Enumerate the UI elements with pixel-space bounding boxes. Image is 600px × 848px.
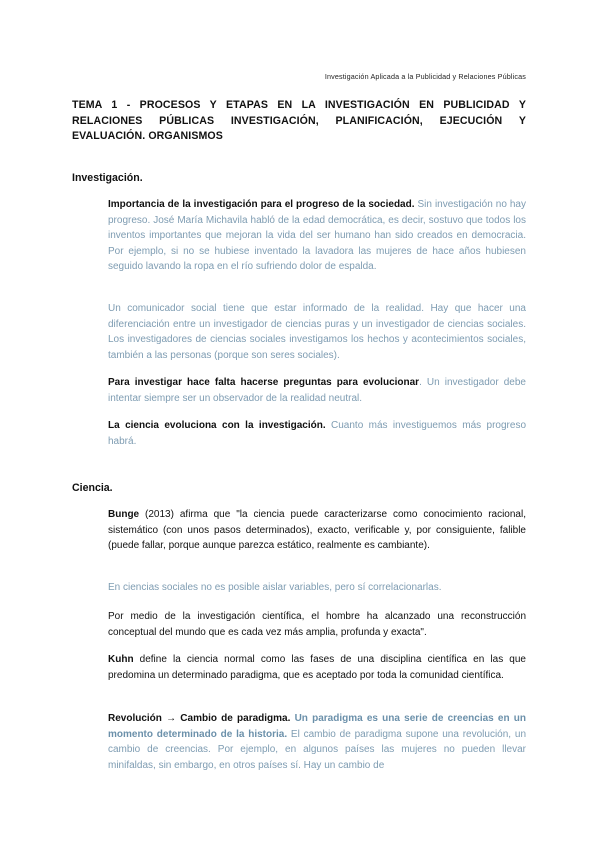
paragraph — [108, 652, 526, 683]
paragraph — [108, 580, 526, 596]
paragraph — [108, 301, 526, 363]
paragraph-text: El cambio de paradigma supone una revolución, un cambio de creencias. Por ejemplo, en algunos países las mujeres no pueden llevar minifaldas, sin embargo, en otros países sí. Hay un cambio de — [108, 728, 527, 771]
paragraph-bold-lead: Para investigar hace falta hacerse preguntas para evolucionar — [108, 377, 420, 388]
paragraph — [108, 375, 526, 406]
paragraph-bold-lead: Kuhn — [108, 654, 134, 665]
paragraph-bold-lead: Revolución → Cambio de paradigma — [108, 713, 288, 724]
paragraph-text: define la ciencia normal como las fases de una disciplina científica en las que predomina un determinado paradigma, que es aceptado por toda la comunidad científica. — [108, 654, 526, 681]
paragraph — [108, 197, 526, 275]
paragraph-bold-lead: Bunge — [108, 509, 140, 520]
paragraph-text: Por medio de la investigación científica, el hombre ha alcanzado una reconstrucción conceptual del mundo que es cada vez más amplia, profunda y exacta". — [108, 611, 526, 638]
paragraph-bold-lead: La ciencia evoluciona con la investigación. — [108, 420, 326, 431]
running-header: Investigación Aplicada a la Publicidad y Relaciones Públicas — [324, 72, 526, 81]
paragraph-text: En ciencias sociales no es posible aislar variables, pero sí correlacionarlas. — [108, 582, 442, 593]
paragraph-text: Un comunicador social tiene que estar informado de la realidad. Hay que hacer una diferenciación entre un investigador de ciencias puras y un investigador de ciencias sociales. Los investigadores de ciencias sociales investigamos los hechos y acontecimientos sociales, también a las personas (porque son seres sociales). — [108, 303, 526, 361]
paragraph — [108, 507, 526, 554]
paragraph-text: Cuanto más investiguemos más progreso habrá. — [108, 420, 527, 447]
paragraph-bold-lead: Importancia de la investigación para el progreso de la sociedad. — [108, 199, 415, 210]
paragraph-text: (2013) afirma que "la ciencia puede caracterizarse como conocimiento racional, sistemático (con unos pasos determinados), exacto, verificable y, por consiguiente, falible (puede fallar, porque aunque parezca estático, realmente es cambiante). — [108, 509, 526, 551]
paragraph-text: . Un investigador debe intentar siempre ser un observador de la realidad neutral. — [108, 377, 526, 404]
section-heading-investigacion: Investigación. — [72, 172, 143, 184]
paragraph-text: Sin investigación no hay progreso. José María Michavila habló de la edad democrática, es decir, sostuvo que todos los inventos importantes que mejoran la vida del ser humano han sido creados en democracia. Por ejemplo, si no se hubiese inventado la lavadora las mujeres de hace años hubiesen seguido lavando la ropa en el río sufriendo dolor de espalda. — [108, 199, 526, 272]
paragraph — [108, 609, 526, 640]
document-title: TEMA 1 - PROCESOS Y ETAPAS EN LA INVESTIGACIÓN EN PUBLICIDAD Y RELACIONES PÚBLICAS INVESTIGACIÓN, PLANIFICACIÓN, EJECUCIÓN Y EVALUACIÓN. ORGANISMOS — [72, 99, 526, 142]
paragraph — [108, 711, 526, 773]
paragraph-punctuation: . — [287, 713, 291, 724]
paragraph — [108, 418, 526, 449]
paragraph-bold-highlight: Un paradigma es una serie de creencias en un momento determinado de la historia. — [108, 713, 526, 740]
section-heading-ciencia: Ciencia. — [72, 482, 113, 494]
